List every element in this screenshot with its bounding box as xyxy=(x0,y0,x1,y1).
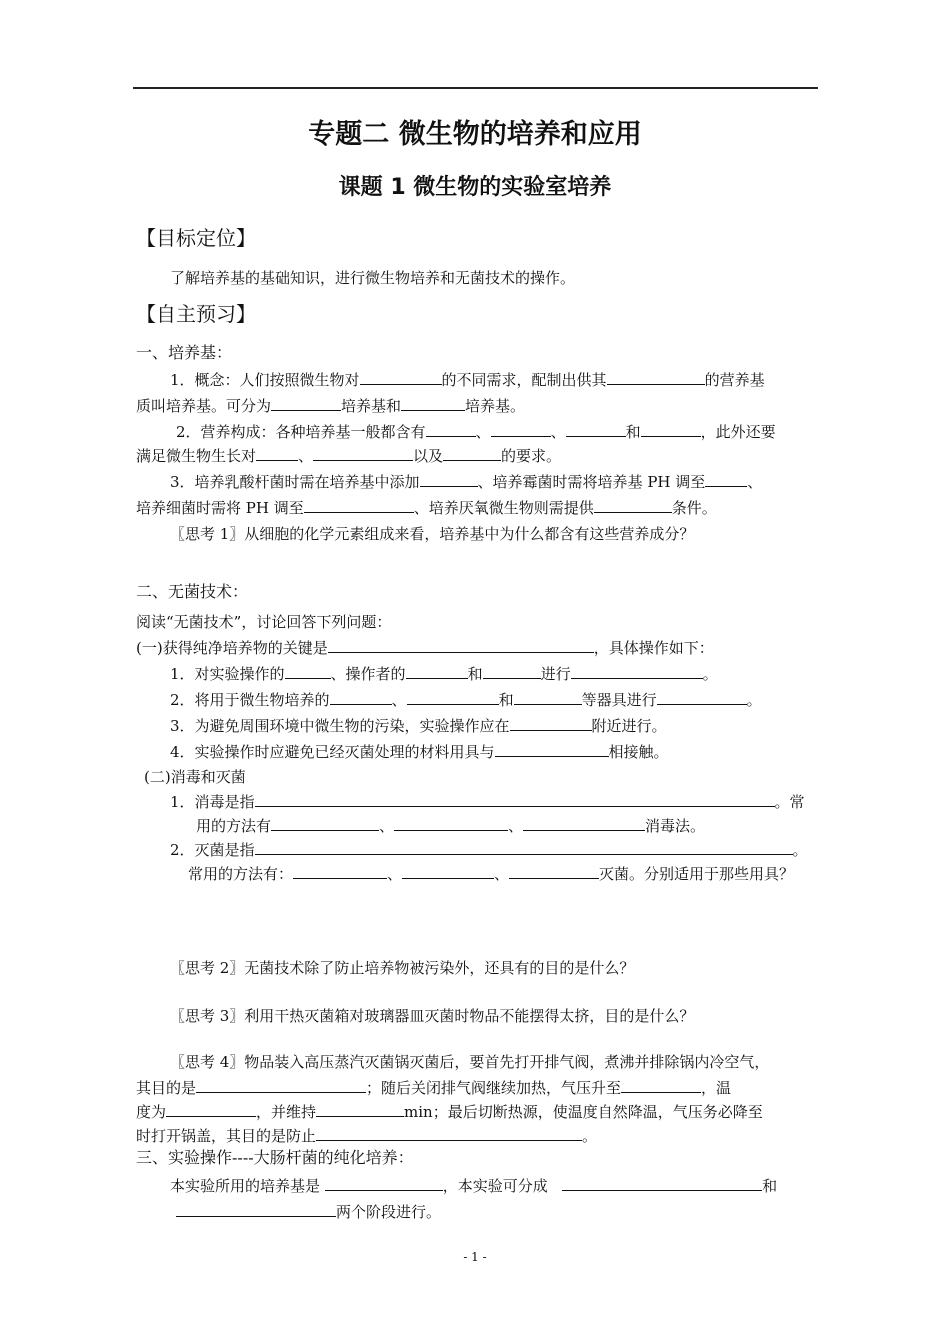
part2-step4: 4．实验操作时应避免已经灭菌处理的材料用具与 相接触。 xyxy=(170,743,669,761)
sterilize-line1: 2．灭菌是指 。 xyxy=(170,841,808,859)
blank xyxy=(657,690,747,705)
think2: 〖思考 2〗无菌技术除了防止培养物被污染外，还具有的目的是什么？ xyxy=(170,959,635,977)
blank xyxy=(256,446,298,461)
think4-line2: 其目的是 ；随后关闭排气阀继续加热，气压升至 ，温 xyxy=(136,1079,732,1097)
blank xyxy=(166,1102,256,1117)
blank xyxy=(328,638,594,653)
disinfect-line2: 用的方法有 、 、 消毒法。 xyxy=(196,817,706,835)
think4-line3: 度为 ，并维持 min；最后切断热源，使温度自然降温，气压务必降至 xyxy=(136,1103,763,1121)
blank xyxy=(523,816,645,831)
goal-heading: 【目标定位】 xyxy=(136,226,256,250)
blank xyxy=(293,864,387,879)
page-title: 专题二 微生物的培养和应用 xyxy=(308,119,642,150)
blank xyxy=(316,1102,404,1117)
blank xyxy=(562,1176,762,1191)
blank xyxy=(510,716,592,731)
sterilize-line2: 常用的方法有： 、 、 灭菌。分别适用于那些用具？ xyxy=(188,865,795,883)
part3-heading: 三、实验操作----大肠杆菌的纯化培养： xyxy=(136,1148,414,1167)
preview-heading: 【自主预习】 xyxy=(136,302,256,326)
blank xyxy=(394,816,508,831)
blank xyxy=(285,664,331,679)
part1-heading: 一、培养基： xyxy=(136,343,233,362)
part1-line1: 1．概念：人们按照微生物对 的不同需求，配制出供其 的营养基 xyxy=(170,371,765,389)
goal-text: 了解培养基的基础知识，进行微生物培养和无菌技术的操作。 xyxy=(170,269,576,287)
page-subtitle: 课题 1 微生物的实验室培养 xyxy=(338,175,612,200)
part2-step1: 1．对实验操作的 、操作者的 和 进行 。 xyxy=(170,665,718,683)
blank xyxy=(594,498,672,513)
blank xyxy=(255,792,775,807)
blank xyxy=(325,1176,443,1191)
blank xyxy=(401,396,465,411)
blank xyxy=(402,864,494,879)
blank xyxy=(443,446,501,461)
blank xyxy=(566,422,626,437)
part1-line5: 3．培养乳酸杆菌时需在培养基中添加 、培养霉菌时需将培养基 PH 调至 、 xyxy=(170,473,763,491)
blank xyxy=(495,742,609,757)
think4-line1: 〖思考 4〗物品装入高压蒸汽灭菌锅灭菌后，要首先打开排气阀，煮沸并排除锅内冷空气， xyxy=(170,1053,770,1071)
blank xyxy=(621,1078,701,1093)
think1: 〖思考 1〗从细胞的化学元素组成来看，培养基中为什么都含有这些营养成分？ xyxy=(170,525,695,543)
part2-q1: (一)获得纯净培养物的关键是 ，具体操作如下： xyxy=(136,639,714,657)
page-number: - 1 - xyxy=(463,1250,487,1264)
part1-line6: 培养细菌时需将 PH 调至 、培养厌氧微生物则需提供 条件。 xyxy=(136,499,717,517)
blank xyxy=(330,690,392,705)
blank xyxy=(509,864,599,879)
part2-intro: 阅读“无菌技术”，讨论回答下列问题： xyxy=(136,613,392,631)
blank xyxy=(196,1078,366,1093)
blank xyxy=(407,690,499,705)
part1-line4: 满足微生物生长对 、 以及 的要求。 xyxy=(136,447,562,465)
blank xyxy=(426,422,476,437)
part2-step2: 2．将用于微生物培养的 、 和 等器具进行 。 xyxy=(170,691,762,709)
blank xyxy=(406,664,468,679)
blank xyxy=(607,370,705,385)
blank xyxy=(271,816,379,831)
part3-line1: 本实验所用的培养基是 ，本实验可分成 和 xyxy=(170,1177,778,1195)
blank xyxy=(304,498,414,513)
blank xyxy=(491,422,551,437)
part3-line2: 两个阶段进行。 xyxy=(176,1202,441,1222)
blank xyxy=(176,1202,336,1217)
part2-heading: 二、无菌技术： xyxy=(136,582,249,601)
blank xyxy=(483,664,541,679)
part1-line2: 质叫培养基。可分为 培养基和 培养基。 xyxy=(136,397,526,415)
blank xyxy=(420,472,478,487)
think4-line4: 时打开锅盖，其目的是防止 。 xyxy=(136,1127,598,1145)
blank xyxy=(313,446,413,461)
part1-line3: 2．营养构成：各种培养基一般都含有 、 、 和 ，此外还要 xyxy=(176,423,776,441)
blank xyxy=(360,370,442,385)
blank xyxy=(705,472,747,487)
part2-step3: 3．为避免周围环境中微生物的污染，实验操作应在 附近进行。 xyxy=(170,717,667,735)
blank xyxy=(255,840,793,855)
top-rule xyxy=(133,87,818,89)
blank xyxy=(641,422,701,437)
part2-q2: (二)消毒和灭菌 xyxy=(144,768,246,786)
blank xyxy=(514,690,582,705)
disinfect-line1: 1．消毒是指 。常 xyxy=(170,793,805,811)
blank xyxy=(316,1126,582,1141)
think3: 〖思考 3〗利用干热灭菌箱对玻璃器皿灭菌时物品不能摆得太挤，目的是什么？ xyxy=(170,1007,695,1025)
blank xyxy=(271,396,341,411)
blank xyxy=(571,664,703,679)
